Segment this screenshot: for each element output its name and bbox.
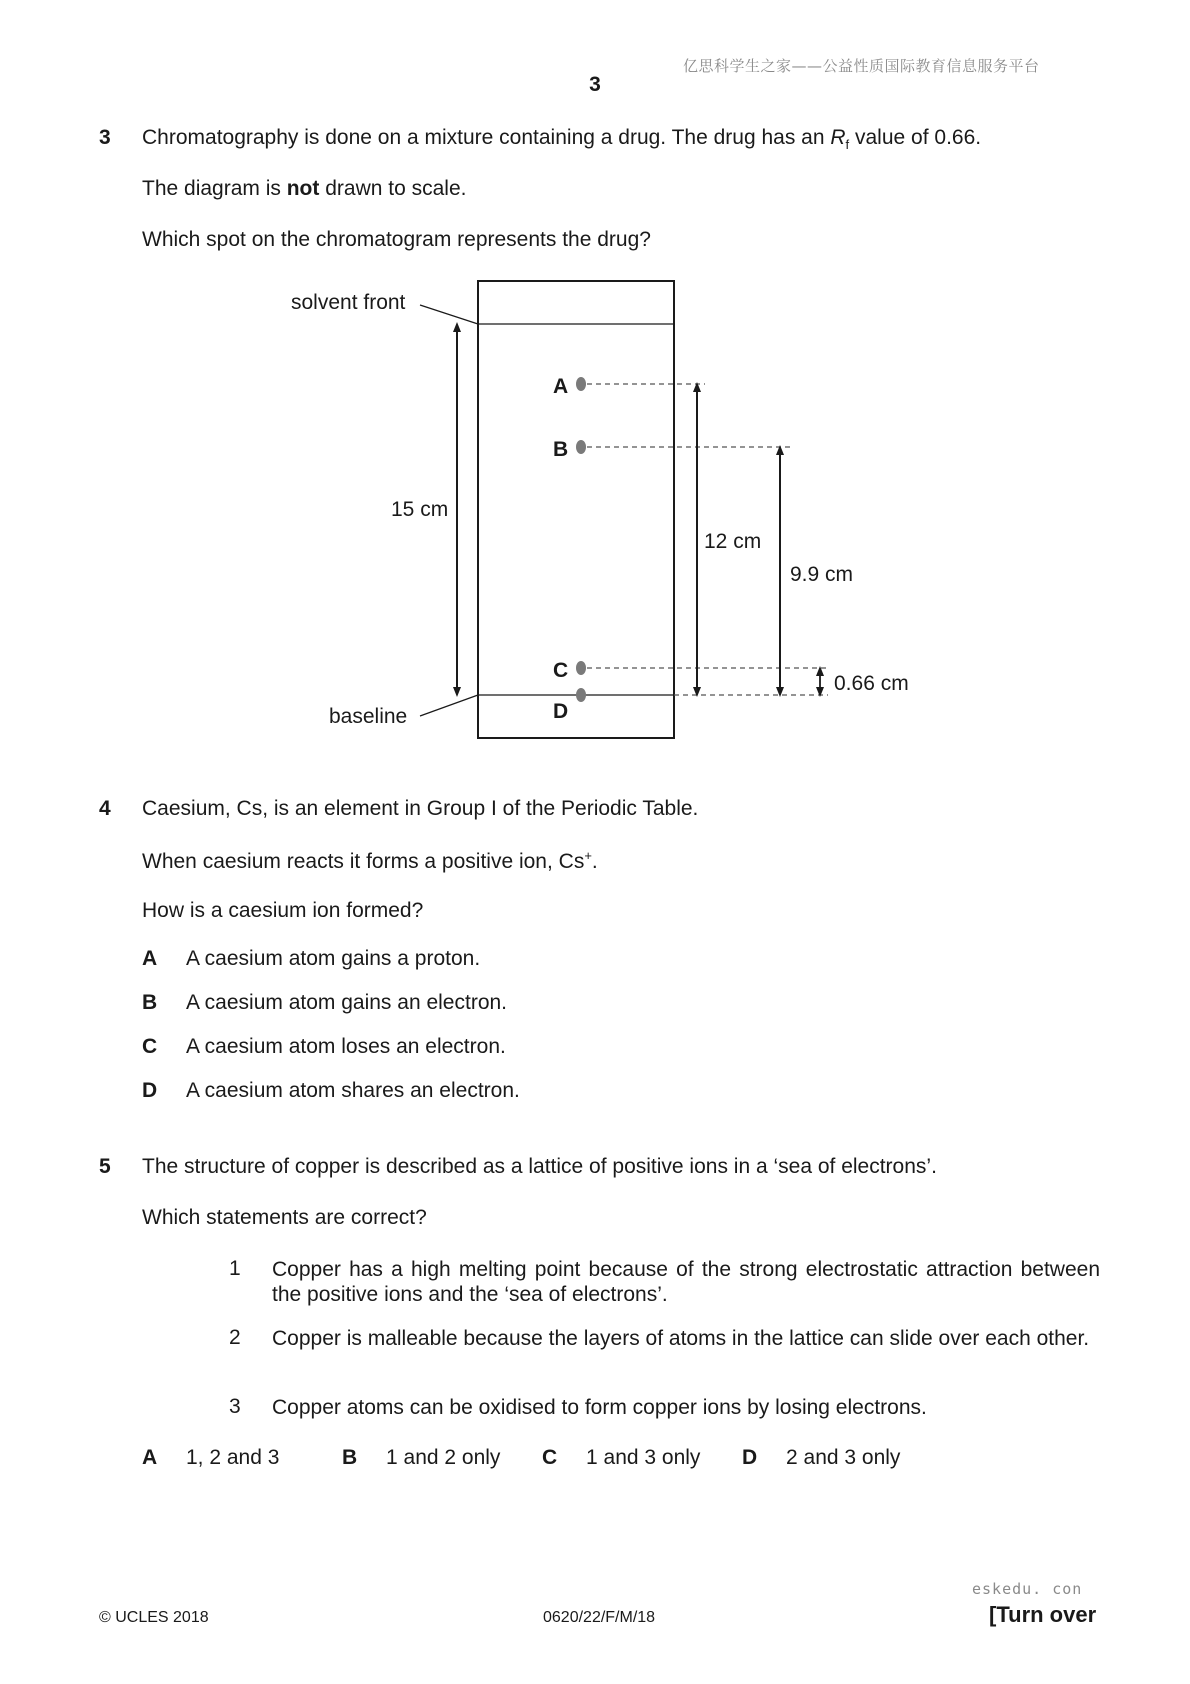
rf-subscript: f bbox=[845, 137, 850, 153]
q5-option-b-letter: B bbox=[342, 1446, 358, 1469]
q5-option-d-text: 2 and 3 only bbox=[786, 1446, 901, 1469]
footer-code: 0620/22/F/M/18 bbox=[543, 1609, 656, 1626]
spot-b-label: B bbox=[553, 438, 569, 461]
q4-option-a-text: A caesium atom gains a proton. bbox=[186, 947, 481, 970]
label-9-9cm: 9.9 cm bbox=[790, 563, 854, 586]
q3-number: 3 bbox=[99, 126, 111, 149]
q5-option-a-text: 1, 2 and 3 bbox=[186, 1446, 280, 1469]
q3-line3: Which spot on the chromatogram represents the drug? bbox=[142, 228, 651, 251]
q5-number: 5 bbox=[99, 1155, 111, 1178]
spot-b bbox=[576, 440, 586, 454]
q3-line2-after: drawn to scale. bbox=[319, 177, 467, 200]
q5-statement-1-text: Copper has a high melting point because of the strong electrostatic attraction between the positive ions and the ‘sea of electrons’. bbox=[272, 1258, 1100, 1306]
header-watermark: 亿思科学生之家——公益性质国际教育信息服务平台 bbox=[683, 57, 1040, 75]
page-number: 3 bbox=[589, 73, 601, 96]
q4-option-c-text: A caesium atom loses an electron. bbox=[186, 1035, 506, 1058]
q4-line2-sup: + bbox=[584, 848, 592, 863]
q3-line1-after: value of 0.66. bbox=[849, 126, 982, 149]
q4-option-b-letter: B bbox=[142, 991, 158, 1014]
spot-d bbox=[576, 688, 586, 702]
q5-statement-3-num: 3 bbox=[229, 1395, 241, 1418]
footer-copyright: © UCLES 2018 bbox=[99, 1609, 209, 1626]
q4-option-c-letter: C bbox=[142, 1035, 158, 1058]
q5-option-b-text: 1 and 2 only bbox=[386, 1446, 501, 1469]
q5-option-c-letter: C bbox=[542, 1446, 558, 1469]
q3-line2-before: The diagram is bbox=[142, 177, 287, 200]
solvent-front-label: solvent front bbox=[291, 291, 406, 314]
spot-c-label: C bbox=[553, 659, 569, 682]
spot-c bbox=[576, 661, 586, 675]
spot-a-label: A bbox=[553, 375, 569, 398]
q5-statement-2-num: 2 bbox=[229, 1326, 241, 1349]
chromatography-paper bbox=[478, 281, 674, 738]
q5-line2: Which statements are correct? bbox=[142, 1206, 427, 1229]
q5-option-d-letter: D bbox=[742, 1446, 758, 1469]
q3-line2-bold: not bbox=[286, 177, 320, 200]
label-0-66cm: 0.66 cm bbox=[834, 672, 909, 695]
baseline-label: baseline bbox=[329, 705, 408, 728]
q5-statement-3-text: Copper atoms can be oxidised to form copper ions by losing electrons. bbox=[272, 1396, 927, 1419]
solvent-front-leader bbox=[420, 305, 478, 324]
q4-option-b-text: A caesium atom gains an electron. bbox=[186, 991, 508, 1014]
baseline-leader bbox=[420, 695, 478, 716]
q4-option-a-letter: A bbox=[142, 947, 158, 970]
q3-line1-before: Chromatography is done on a mixture containing a drug. The drug has an bbox=[142, 126, 831, 149]
q4-line2-after: . bbox=[591, 850, 598, 873]
chromatogram-diagram bbox=[0, 0, 1190, 760]
q5-option-a-letter: A bbox=[142, 1446, 158, 1469]
q5-line1: The structure of copper is described as a lattice of positive ions in a ‘sea of electrons’. bbox=[142, 1155, 937, 1178]
spot-a bbox=[576, 377, 586, 391]
q4-line2-before: When caesium reacts it forms a positive ion, Cs bbox=[142, 850, 585, 873]
q5-statement-2-text: Copper is malleable because the layers of atoms in the lattice can slide over each other. bbox=[272, 1327, 1090, 1350]
rf-symbol: R bbox=[830, 126, 846, 149]
q5-option-c-text: 1 and 3 only bbox=[586, 1446, 701, 1469]
q5-statement-1-num: 1 bbox=[229, 1257, 241, 1280]
label-15cm: 15 cm bbox=[391, 498, 449, 521]
q4-line3: How is a caesium ion formed? bbox=[142, 899, 424, 922]
label-12cm: 12 cm bbox=[704, 530, 762, 553]
q4-line1: Caesium, Cs, is an element in Group I of the Periodic Table. bbox=[142, 797, 699, 820]
spot-d-label: D bbox=[553, 700, 569, 723]
q4-line2 bbox=[142, 848, 598, 874]
turn-over: [Turn over bbox=[989, 1602, 1097, 1627]
q4-number: 4 bbox=[99, 797, 111, 820]
footer-watermark: eskedu. con bbox=[972, 1580, 1083, 1598]
q4-option-d-text: A caesium atom shares an electron. bbox=[186, 1079, 520, 1102]
q4-option-d-letter: D bbox=[142, 1079, 158, 1102]
